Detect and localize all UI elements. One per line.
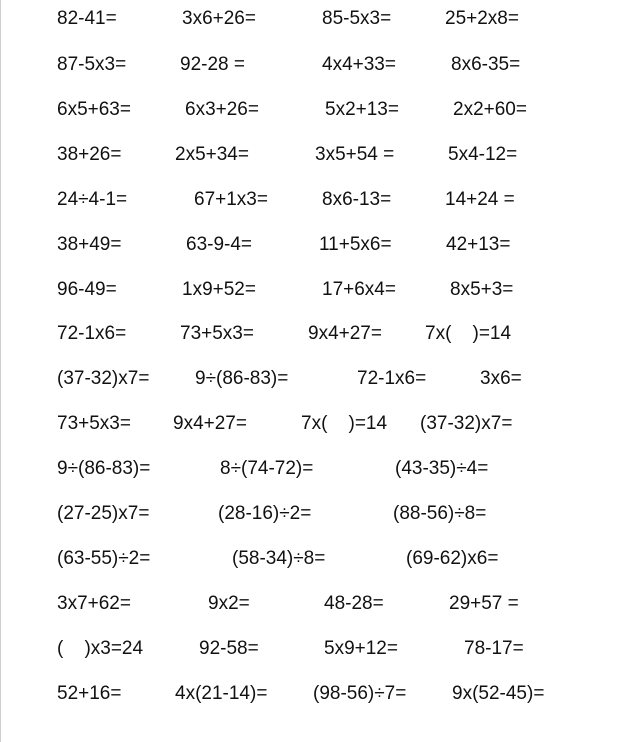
math-problem: 8x5+3= — [450, 279, 514, 300]
math-problem: 17+6x4= — [322, 279, 396, 300]
problem-row — [0, 634, 634, 664]
math-problem: 29+57 = — [449, 593, 519, 614]
math-problem: 48-28= — [324, 593, 384, 614]
math-problem: 38+26= — [57, 144, 122, 165]
math-problem: (69-62)x6= — [406, 548, 499, 569]
math-problem: 5x9+12= — [324, 638, 398, 659]
math-problem: 85-5x3= — [322, 8, 392, 29]
math-problem: 25+2x8= — [445, 8, 519, 29]
math-problem: (63-55)÷2= — [57, 548, 151, 569]
problem-row — [0, 230, 634, 260]
math-problem: (88-56)÷8= — [393, 503, 487, 524]
math-problem: 7x( )=14 — [425, 323, 512, 344]
math-problem: 4x(21-14)= — [175, 683, 268, 704]
math-problem: 42+13= — [446, 234, 511, 255]
math-problem: 8÷(74-72)= — [220, 458, 314, 479]
problem-row — [0, 140, 634, 170]
math-problem: 5x2+13= — [325, 99, 399, 120]
math-problem: 24÷4-1= — [57, 189, 128, 210]
math-problem: 96-49= — [57, 279, 117, 300]
math-problem: (28-16)÷2= — [218, 503, 312, 524]
math-problem: (37-32)x7= — [57, 368, 150, 389]
math-problem: 9÷(86-83)= — [57, 458, 151, 479]
math-problem: 78-17= — [464, 638, 524, 659]
math-problem: ( )x3=24 — [57, 638, 144, 659]
math-problem: (98-56)÷7= — [313, 683, 407, 704]
math-problem: 63-9-4= — [186, 234, 253, 255]
problem-row — [0, 589, 634, 619]
math-problem: 9x2= — [208, 593, 250, 614]
math-problem: 2x5+34= — [175, 144, 249, 165]
math-problem: 7x( )=14 — [301, 413, 388, 434]
math-problem: (43-35)÷4= — [395, 458, 489, 479]
math-problem: 92-58= — [199, 638, 259, 659]
math-problem: 9x4+27= — [173, 413, 247, 434]
math-problem: 87-5x3= — [57, 54, 127, 75]
problem-row — [0, 50, 634, 80]
math-problem: 9÷(86-83)= — [195, 368, 289, 389]
math-problem: 38+49= — [57, 234, 122, 255]
problem-row — [0, 95, 634, 125]
math-problem: 8x6-35= — [451, 54, 521, 75]
problem-row — [0, 364, 634, 394]
math-problem: (58-34)÷8= — [232, 548, 326, 569]
problem-row — [0, 319, 634, 349]
math-problem: 72-1x6= — [57, 323, 127, 344]
math-problem: 14+24 = — [445, 189, 515, 210]
math-problem: (27-25)x7= — [57, 503, 150, 524]
math-problem: 3x6+26= — [182, 8, 256, 29]
math-problem: 6x5+63= — [57, 99, 131, 120]
problem-row — [0, 679, 634, 709]
problem-row — [0, 275, 634, 305]
math-problem: 67+1x3= — [194, 189, 268, 210]
math-problem: 2x2+60= — [453, 99, 527, 120]
problem-row — [0, 4, 634, 34]
problem-row — [0, 409, 634, 439]
problem-row — [0, 499, 634, 529]
math-problem: 9x(52-45)= — [452, 683, 545, 704]
math-problem: 11+5x6= — [319, 234, 392, 255]
math-problem: 1x9+52= — [182, 279, 256, 300]
math-problem: 52+16= — [57, 683, 122, 704]
math-problem: 3x7+62= — [57, 593, 131, 614]
math-problem: 6x3+26= — [185, 99, 259, 120]
math-problem: 9x4+27= — [308, 323, 382, 344]
math-problem: 73+5x3= — [180, 323, 254, 344]
math-problem: 92-28 = — [180, 54, 245, 75]
math-problem: 4x4+33= — [322, 54, 396, 75]
math-problem: 5x4-12= — [448, 144, 518, 165]
math-problem: 3x5+54 = — [315, 144, 395, 165]
problem-row — [0, 185, 634, 215]
problem-row — [0, 544, 634, 574]
math-problem: 8x6-13= — [322, 189, 392, 210]
math-problem: 3x6= — [480, 368, 522, 389]
math-problem: (37-32)x7= — [420, 413, 513, 434]
math-problem: 73+5x3= — [57, 413, 131, 434]
math-problem: 82-41= — [57, 8, 117, 29]
math-problem: 72-1x6= — [357, 368, 427, 389]
problem-row — [0, 454, 634, 484]
